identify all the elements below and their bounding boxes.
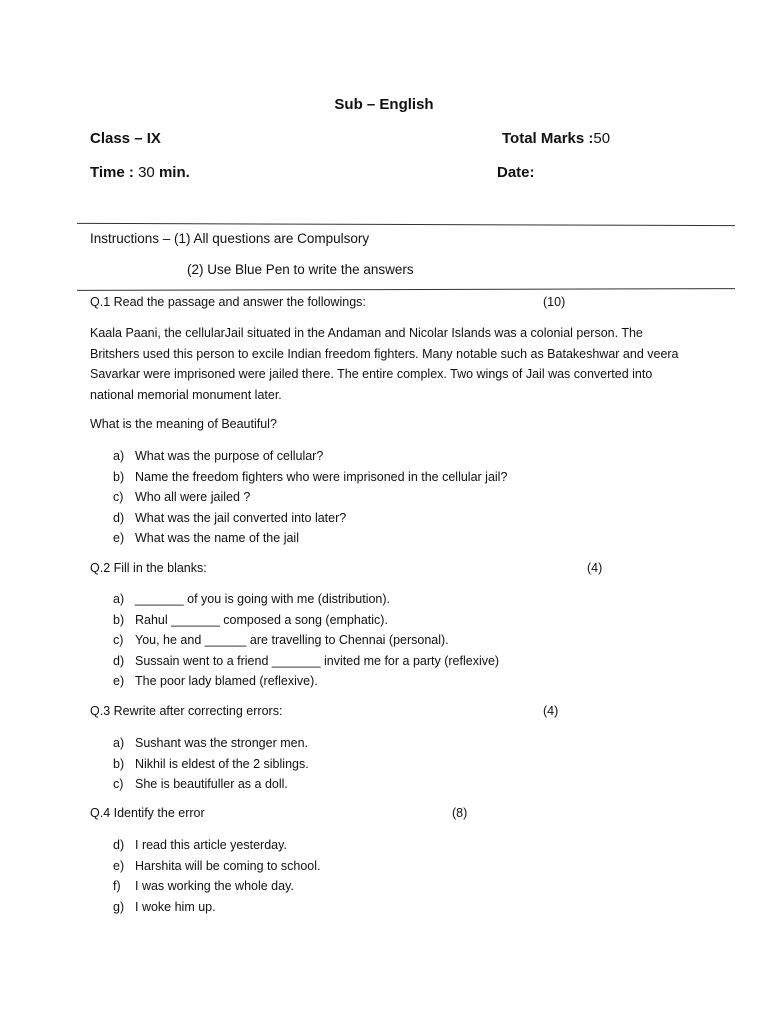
item-text: Rahul _______ composed a song (emphatic). [135, 612, 388, 627]
q1-passage: Kaala Paani, the cellularJail situated in the Andaman and Nicolar Islands was a colonial person. The Britshers used this person to excile Indian freedom fighters. Many notable such as Batakeshwar and veera Savarkar were imprisoned were jailed there. The entire complex. Two wings of Jail was converted into national memorial monument later. [90, 326, 679, 402]
q4-heading: Q.4 Identify the error [90, 806, 205, 820]
item-text: Nikhil is eldest of the 2 siblings. [135, 756, 309, 771]
item-marker: c) [113, 490, 124, 504]
list-item [90, 651, 499, 672]
item-text: Who all were jailed ? [135, 490, 251, 504]
item-text: What was the name of the jail [135, 531, 299, 545]
item-text: What was the purpose of cellular? [135, 449, 324, 463]
item-marker: d) [113, 838, 125, 852]
item-marker: e) [113, 674, 125, 688]
q1-marks: (10) [543, 295, 566, 309]
time-value: 30 [138, 164, 155, 181]
list-item [90, 754, 309, 775]
q3-heading: Q.3 Rewrite after correcting errors: [90, 704, 283, 718]
instructions-divider [77, 288, 735, 291]
item-marker: b) [113, 612, 125, 627]
item-text: I read this article yesterday. [135, 838, 287, 852]
list-item [90, 630, 499, 651]
item-marker: b) [113, 756, 125, 771]
list-item [90, 897, 321, 918]
item-marker: c) [113, 633, 124, 647]
item-marker: a) [113, 449, 125, 463]
list-item [90, 528, 507, 549]
q1-list [90, 446, 507, 549]
q1-question: What is the meaning of Beautiful? [90, 417, 277, 431]
total-marks [502, 130, 610, 147]
list-item [90, 508, 507, 529]
instruction-line-1: Instructions – (1) All questions are Compulsory [90, 231, 370, 246]
item-text: _______ of you is going with me (distribution). [135, 592, 391, 606]
date-text: Date: [497, 164, 535, 181]
item-marker: c) [113, 777, 124, 791]
class-text: Class – IX [90, 130, 161, 147]
list-item [90, 446, 507, 467]
item-text: I was working the whole day. [135, 879, 294, 893]
instruction-line-2: (2) Use Blue Pen to write the answers [187, 262, 414, 277]
list-item [90, 671, 499, 692]
q3-marks: (4) [543, 704, 559, 718]
item-marker: e) [113, 531, 125, 545]
time-row [90, 164, 190, 181]
item-text: She is beautifuller as a doll. [135, 777, 288, 791]
item-text: I woke him up. [135, 899, 216, 914]
class-label [90, 130, 161, 147]
item-text: The poor lady blamed (reflexive). [135, 674, 318, 688]
q2-marks: (4) [587, 561, 603, 575]
q2-list [90, 589, 499, 692]
list-item [90, 856, 321, 877]
item-marker: f) [113, 879, 121, 893]
item-marker: b) [113, 469, 125, 484]
list-item [90, 835, 321, 856]
list-item [90, 589, 499, 610]
total-marks-value: 50 [593, 130, 611, 147]
list-item [90, 487, 507, 508]
item-marker: a) [113, 592, 125, 606]
item-text: Harshita will be coming to school. [135, 858, 321, 873]
item-marker: d) [113, 510, 125, 525]
subject-title: Sub – English [334, 96, 434, 113]
time-label: Time : [90, 164, 134, 181]
item-text: What was the jail converted into later? [135, 510, 347, 525]
item-marker: g) [113, 899, 125, 914]
item-text: You, he and ______ are travelling to Chennai (personal). [135, 633, 449, 647]
list-item [90, 733, 309, 754]
q4-list [90, 835, 321, 917]
item-marker: d) [113, 653, 125, 668]
date-label [497, 164, 535, 181]
q4-marks: (8) [452, 806, 468, 820]
time-unit: min. [158, 164, 190, 181]
total-marks-label: Total Marks : [502, 130, 594, 147]
item-marker: e) [113, 858, 125, 873]
item-text: Sushant was the stronger men. [135, 736, 309, 750]
list-item [90, 774, 309, 795]
list-item [90, 876, 321, 897]
item-marker: a) [113, 736, 125, 750]
list-item [90, 467, 507, 488]
item-text: Name the freedom fighters who were imprisoned in the cellular jail? [135, 469, 508, 484]
q3-list [90, 733, 309, 795]
q2-heading: Q.2 Fill in the blanks: [90, 561, 207, 575]
top-divider [77, 223, 735, 226]
q1-heading: Q.1 Read the passage and answer the followings: [90, 295, 366, 309]
item-text: Sussain went to a friend _______ invited me for a party (reflexive) [135, 653, 500, 668]
list-item [90, 610, 499, 631]
